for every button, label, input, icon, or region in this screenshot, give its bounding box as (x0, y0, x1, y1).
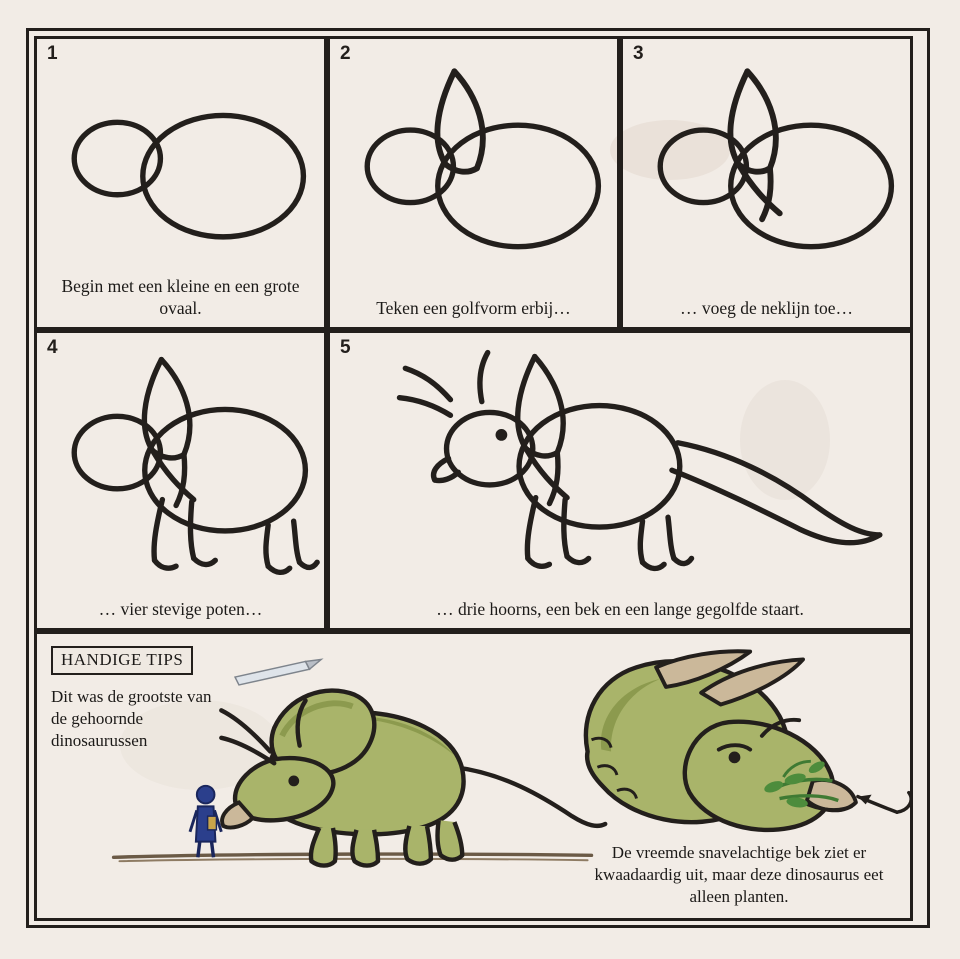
step-number: 2 (340, 43, 351, 64)
triceratops-full-body (221, 691, 605, 866)
step-panel-1 (34, 36, 327, 330)
step-panel-2 (327, 36, 620, 330)
step-number: 3 (633, 43, 644, 64)
step-caption: … vier stevige poten… (98, 598, 263, 619)
step-number: 1 (47, 43, 58, 64)
step-panel-5 (327, 330, 913, 631)
step-3-drawing (623, 39, 910, 327)
step-caption: Begin met een kleine en een grote ovaal. (61, 276, 300, 318)
step-number: 4 (47, 337, 58, 358)
tips-panel (34, 631, 913, 921)
step-caption: Teken een golfvorm erbij… (376, 297, 571, 318)
tips-left-text: Dit was de grootste van de gehoornde dinosaurussen (51, 687, 212, 751)
tips-right-text: De vreemde snavelachtige bek ziet er kwaadaardig uit, maar deze dinosaurus eet alleen planten. (594, 842, 884, 906)
step-4-drawing (37, 333, 324, 628)
step-number: 5 (340, 337, 351, 358)
step-5-drawing (330, 333, 910, 628)
step-2-drawing (330, 39, 617, 327)
pencil-icon (235, 659, 321, 684)
step-panel-4 (34, 330, 327, 631)
human-scale-figure (190, 786, 221, 857)
tips-title-badge: HANDIGE TIPS (51, 646, 193, 675)
step-caption: … voeg de neklijn toe… (679, 297, 854, 318)
step-caption: … drie hoorns, een bek en een lange gegolfde staart. (436, 598, 804, 619)
step-panel-3 (620, 36, 913, 330)
triceratops-head-closeup (586, 651, 910, 830)
